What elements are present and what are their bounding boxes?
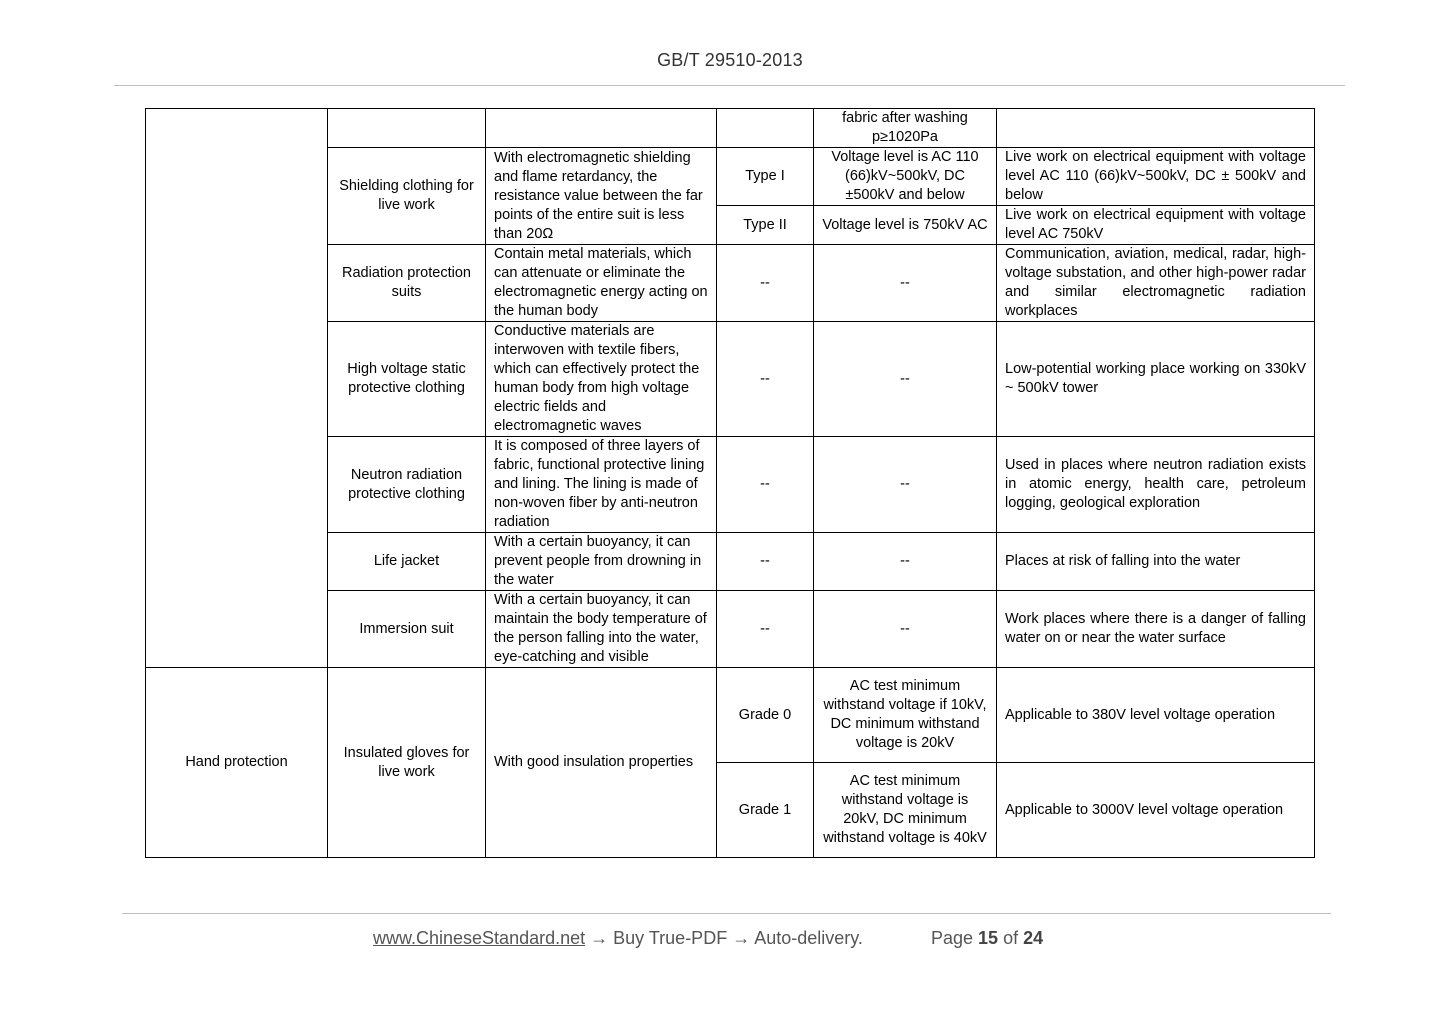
type-cell: Grade 0 xyxy=(717,668,814,763)
description-cell: With good insulation properties xyxy=(486,668,717,858)
website-link[interactable]: www.ChineseStandard.net xyxy=(373,928,586,948)
product-cell: High voltage static protective clothing xyxy=(328,322,486,437)
arrow-right-icon: → xyxy=(590,928,609,948)
type-cell: Grade 1 xyxy=(717,763,814,858)
product-cell: Life jacket xyxy=(328,533,486,591)
of-label: of xyxy=(1003,928,1019,948)
page-footer xyxy=(373,928,1043,949)
category-cell-clothing xyxy=(146,109,328,668)
page-label: Page xyxy=(930,928,974,948)
technical-cell: AC test minimum withstand voltage if 10kV, DC minimum withstand voltage is 20kV xyxy=(814,668,997,763)
product-cell: Neutron radiation protective clothing xyxy=(328,437,486,533)
type-cell: Type II xyxy=(717,206,814,245)
type-cell: -- xyxy=(717,245,814,322)
technical-cell: -- xyxy=(814,322,997,437)
technical-cell: AC test minimum withstand voltage is 20kV, DC minimum withstand voltage is 40kV xyxy=(814,763,997,858)
technical-cell: Voltage level is AC 110 (66)kV~500kV, DC ±500kV and below xyxy=(814,148,997,206)
table-row xyxy=(146,668,1315,763)
application-cell: Live work on electrical equipment with voltage level AC 110 (66)kV~500kV, DC ± 500kV and below xyxy=(997,148,1315,206)
type-cell xyxy=(717,109,814,148)
application-cell: Applicable to 3000V level voltage operation xyxy=(997,763,1315,858)
type-cell: -- xyxy=(717,533,814,591)
category-cell: Hand protection xyxy=(146,668,328,858)
description-cell: Conductive materials are interwoven with textile fibers, which can effectively protect the human body from high voltage electric fields and electromagnetic waves xyxy=(486,322,717,437)
description-cell: With a certain buoyancy, it can prevent people from drowning in the water xyxy=(486,533,717,591)
description-cell: With electromagnetic shielding and flame retardancy, the resistance value between the far points of the entire suit is less than 20Ω xyxy=(486,148,717,245)
footer-divider xyxy=(122,913,1331,914)
application-cell xyxy=(997,109,1315,148)
technical-cell: -- xyxy=(814,245,997,322)
description-cell: With a certain buoyancy, it can maintain the body temperature of the person falling into the water, eye-catching and visible xyxy=(486,591,717,668)
type-cell: -- xyxy=(717,437,814,533)
application-cell: Low-potential working place working on 330kV ~ 500kV tower xyxy=(997,322,1315,437)
application-cell: Communication, aviation, medical, radar, high-voltage substation, and other high-power radar and similar electromagnetic radiation workplaces xyxy=(997,245,1315,322)
type-cell: -- xyxy=(717,591,814,668)
technical-cell: -- xyxy=(814,533,997,591)
type-cell: -- xyxy=(717,322,814,437)
header-divider xyxy=(114,85,1345,86)
standard-table xyxy=(145,108,1315,858)
application-cell: Used in places where neutron radiation exists in atomic energy, health care, petroleum logging, geological exploration xyxy=(997,437,1315,533)
product-cell xyxy=(328,109,486,148)
application-cell: Applicable to 380V level voltage operation xyxy=(997,668,1315,763)
technical-cell: -- xyxy=(814,437,997,533)
description-cell xyxy=(486,109,717,148)
buy-text: Buy True-PDF xyxy=(613,928,728,948)
application-cell: Work places where there is a danger of falling water on or near the water surface xyxy=(997,591,1315,668)
application-cell: Live work on electrical equipment with voltage level AC 750kV xyxy=(997,206,1315,245)
description-cell: Contain metal materials, which can attenuate or eliminate the electromagnetic energy acting on the human body xyxy=(486,245,717,322)
product-cell: Shielding clothing for live work xyxy=(328,148,486,245)
product-cell: Insulated gloves for live work xyxy=(328,668,486,858)
technical-cell: Voltage level is 750kV AC xyxy=(814,206,997,245)
type-cell: Type I xyxy=(717,148,814,206)
product-cell: Radiation protection suits xyxy=(328,245,486,322)
product-cell: Immersion suit xyxy=(328,591,486,668)
delivery-text: Auto-delivery. xyxy=(754,928,863,948)
table-row xyxy=(146,109,1315,148)
page-header-title: GB/T 29510-2013 xyxy=(657,50,803,70)
technical-cell: -- xyxy=(814,591,997,668)
technical-cell: fabric after washing p≥1020Pa xyxy=(814,109,997,148)
description-cell: It is composed of three layers of fabric, functional protective lining and lining. The lining is made of non-woven fiber by anti-neutron radiation xyxy=(486,437,717,533)
page-current: 15 xyxy=(978,928,999,948)
page-total: 24 xyxy=(1023,928,1044,948)
arrow-right-icon: → xyxy=(732,928,751,948)
application-cell: Places at risk of falling into the water xyxy=(997,533,1315,591)
